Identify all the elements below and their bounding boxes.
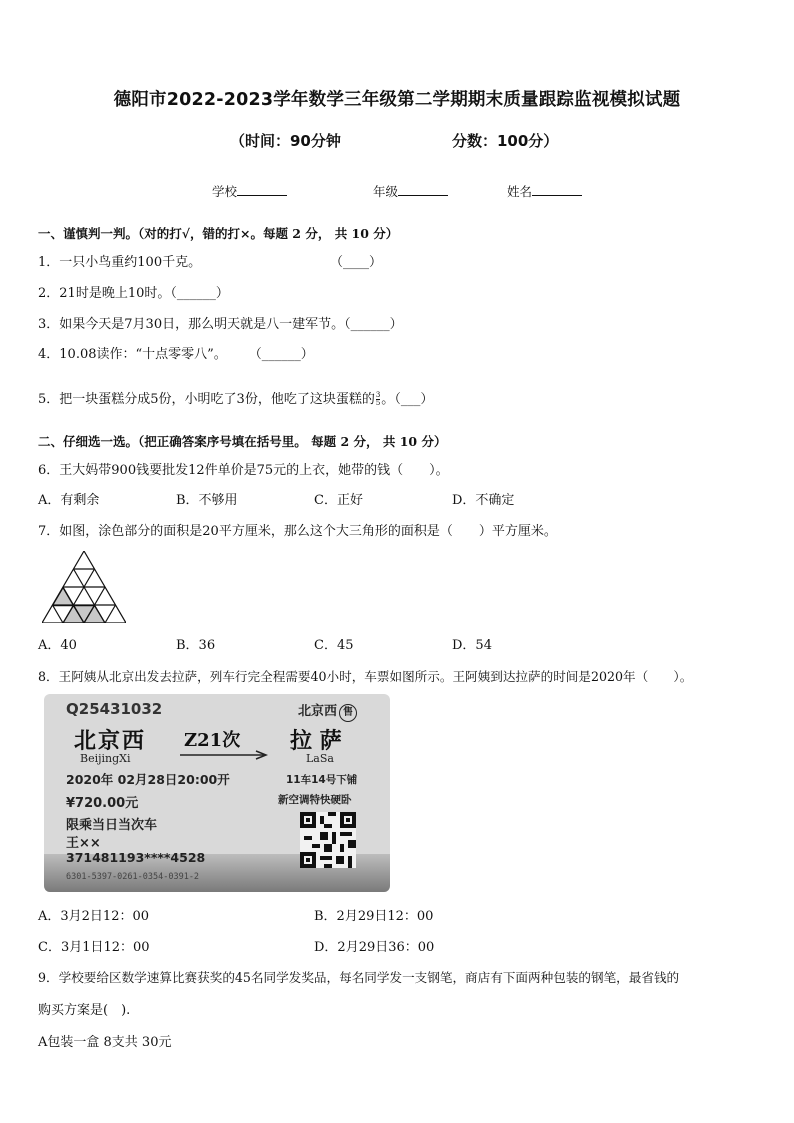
ticket-datetime: 2020年 02月28日20:00开 (66, 772, 230, 787)
question-5: 5．把一块蛋糕分成5份，小明吃了3份，他吃了这块蛋糕的 $\frac{3}{5}$ 。（___） (38, 391, 434, 407)
page-title: 德阳市2022-2023学年数学三年级第二学期期末质量跟踪监视模拟试题 (113, 90, 681, 110)
name-field (507, 182, 582, 200)
question-1-text: 1．一只小鸟重约100千克。 (38, 255, 202, 270)
question-5-answer[interactable]: （___） (394, 392, 434, 407)
exam-time: （时间：90分钟 (230, 132, 341, 150)
ticket-id: 371481193****4528 (66, 850, 206, 865)
ticket-station: 北京西 售 (298, 700, 357, 722)
ticket-seat: 11车14号下铺 (286, 774, 358, 786)
question-2 (38, 282, 229, 301)
q7-option-c[interactable]: C．45 (314, 638, 354, 653)
q9-option-a[interactable]: A包装一盒 8支共 30元 (38, 1035, 172, 1050)
q7-option-a[interactable]: A．40 (38, 638, 77, 653)
arrow-icon (180, 750, 270, 760)
q8-option-c[interactable]: C．3月1日12：00 (38, 940, 150, 955)
q7-option-d[interactable]: D．54 (452, 638, 492, 653)
ticket-train: Z21次 (184, 730, 241, 751)
train-ticket (44, 694, 390, 892)
question-9-line2: 购买方案是( ). (38, 1003, 131, 1018)
ticket-to: 拉 萨 (290, 728, 342, 754)
school-blank[interactable] (237, 183, 287, 196)
triangle-figure (42, 551, 126, 623)
ticket-code: 6301-5397-0261-0354-0391-2 (66, 872, 200, 882)
grade-label: 年级 (373, 184, 399, 199)
question-8: 8．王阿姨从北京出发去拉萨，列车行完全程需要40小时，车票如图所示。王阿姨到达拉萨的时间是2020年（ ）。 (38, 669, 693, 684)
grade-blank[interactable] (398, 183, 448, 196)
qr-code-icon (300, 812, 356, 868)
ticket-to-pinyin: LaSa (306, 752, 334, 765)
sold-mark: 售 (339, 704, 357, 722)
ticket-from-pinyin: BeijingXi (80, 752, 131, 765)
ticket-passenger: 王×× (66, 836, 101, 851)
question-1 (38, 251, 201, 270)
fraction-3-5: $\frac{3}{5}$ (375, 391, 381, 407)
question-5-text: 5．把一块蛋糕分成5份，小明吃了3份，他吃了这块蛋糕的 (38, 392, 375, 407)
school-label: 学校 (212, 184, 238, 199)
q6-option-a[interactable]: A．有剩余 (38, 493, 100, 508)
name-blank[interactable] (532, 183, 582, 196)
grade-field (373, 182, 448, 200)
q7-option-b[interactable]: B．36 (176, 638, 216, 653)
question-2-answer[interactable]: （______） (170, 286, 229, 301)
section2-heading: 二、仔细选一选。（把正确答案序号填在括号里。 每题 2 分， 共 10 分） (38, 434, 447, 449)
q8-option-a[interactable]: A．3月2日12：00 (38, 909, 150, 924)
question-3 (38, 313, 403, 332)
question-1-answer[interactable]: （____） (330, 255, 383, 270)
q6-option-d[interactable]: D．不确定 (452, 493, 515, 508)
question-2-text: 2．21时是晚上10时。 (38, 286, 171, 301)
school-field (212, 182, 287, 200)
ticket-notice: 限乘当日当次车 (66, 818, 158, 833)
q6-option-b[interactable]: B．不够用 (176, 493, 238, 508)
question-4 (38, 343, 314, 362)
question-6: 6．王大妈带900钱要批发12件单价是75元的上衣，她带的钱（ ）。 (38, 463, 449, 478)
q8-option-b[interactable]: B．2月29日12：00 (314, 909, 434, 924)
question-3-answer[interactable]: （______） (344, 317, 403, 332)
ticket-class: 新空调特快硬卧 (278, 794, 352, 806)
question-9-line1: 9．学校要给区数学速算比赛获奖的45名同学发奖品，每名同学发一支钢笔，商店有下面两种包装的钢笔，最省钱的 (38, 970, 680, 985)
question-7: 7．如图，涂色部分的面积是20平方厘米，那么这个大三角形的面积是（ ）平方厘米。 (38, 524, 557, 539)
question-4-answer[interactable]: （______） (248, 347, 314, 362)
exam-score: 分数：100分） (452, 132, 559, 150)
ticket-price: ¥720.00元 (66, 796, 139, 811)
ticket-from: 北京西 (74, 728, 147, 754)
question-3-text: 3．如果今天是7月30日，那么明天就是八一建军节。 (38, 317, 345, 332)
question-4-text: 4．10.08读作：“十点零零八”。 (38, 347, 227, 362)
name-label: 姓名 (507, 184, 533, 199)
ticket-serial: Q25431032 (66, 700, 163, 718)
section1-heading: 一、谨慎判一判。（对的打√，错的打×。每题 2 分， 共 10 分） (38, 226, 399, 241)
q6-option-c[interactable]: C．正好 (314, 493, 363, 508)
shaded-triangle (53, 588, 74, 606)
q8-option-d[interactable]: D．2月29日36：00 (314, 940, 435, 955)
